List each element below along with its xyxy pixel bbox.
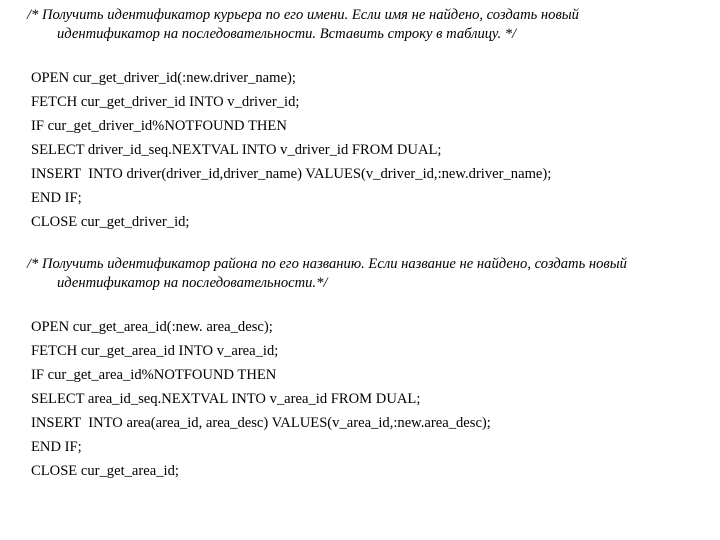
comment-block-driver <box>29 6 699 44</box>
code-line: IF cur_get_area_id%NOTFOUND THEN <box>31 367 277 383</box>
comment-line: /* Получить идентификатор курьера по его имени. Если имя не найдено, создать новый <box>27 7 579 23</box>
comment-line: идентификатор на последовательности.*/ <box>57 275 328 291</box>
comment-line: идентификатор на последовательности. Вставить строку в таблицу. */ <box>57 26 517 42</box>
code-line: FETCH cur_get_driver_id INTO v_driver_id; <box>31 94 300 110</box>
comment-line: /* Получить идентификатор района по его названию. Если название не найдено, создать новый <box>27 256 627 272</box>
code-line: SELECT driver_id_seq.NEXTVAL INTO v_driver_id FROM DUAL; <box>31 142 442 158</box>
code-line: INSERT INTO driver(driver_id,driver_name) VALUES(v_driver_id,:new.driver_name); <box>31 166 552 182</box>
code-line: OPEN cur_get_area_id(:new. area_desc); <box>31 319 273 335</box>
code-line: CLOSE cur_get_driver_id; <box>31 214 190 230</box>
code-block-area <box>31 315 711 483</box>
code-line: INSERT INTO area(area_id, area_desc) VALUES(v_area_id,:new.area_desc); <box>31 415 491 431</box>
code-line: CLOSE cur_get_area_id; <box>31 463 179 479</box>
comment-block-area <box>29 255 699 293</box>
code-line: FETCH cur_get_area_id INTO v_area_id; <box>31 343 279 359</box>
code-line: OPEN cur_get_driver_id(:new.driver_name); <box>31 70 296 86</box>
code-line: END IF; <box>31 190 82 206</box>
code-block-driver <box>31 66 711 234</box>
code-line: SELECT area_id_seq.NEXTVAL INTO v_area_id FROM DUAL; <box>31 391 421 407</box>
code-line: END IF; <box>31 439 82 455</box>
code-line: IF cur_get_driver_id%NOTFOUND THEN <box>31 118 287 134</box>
